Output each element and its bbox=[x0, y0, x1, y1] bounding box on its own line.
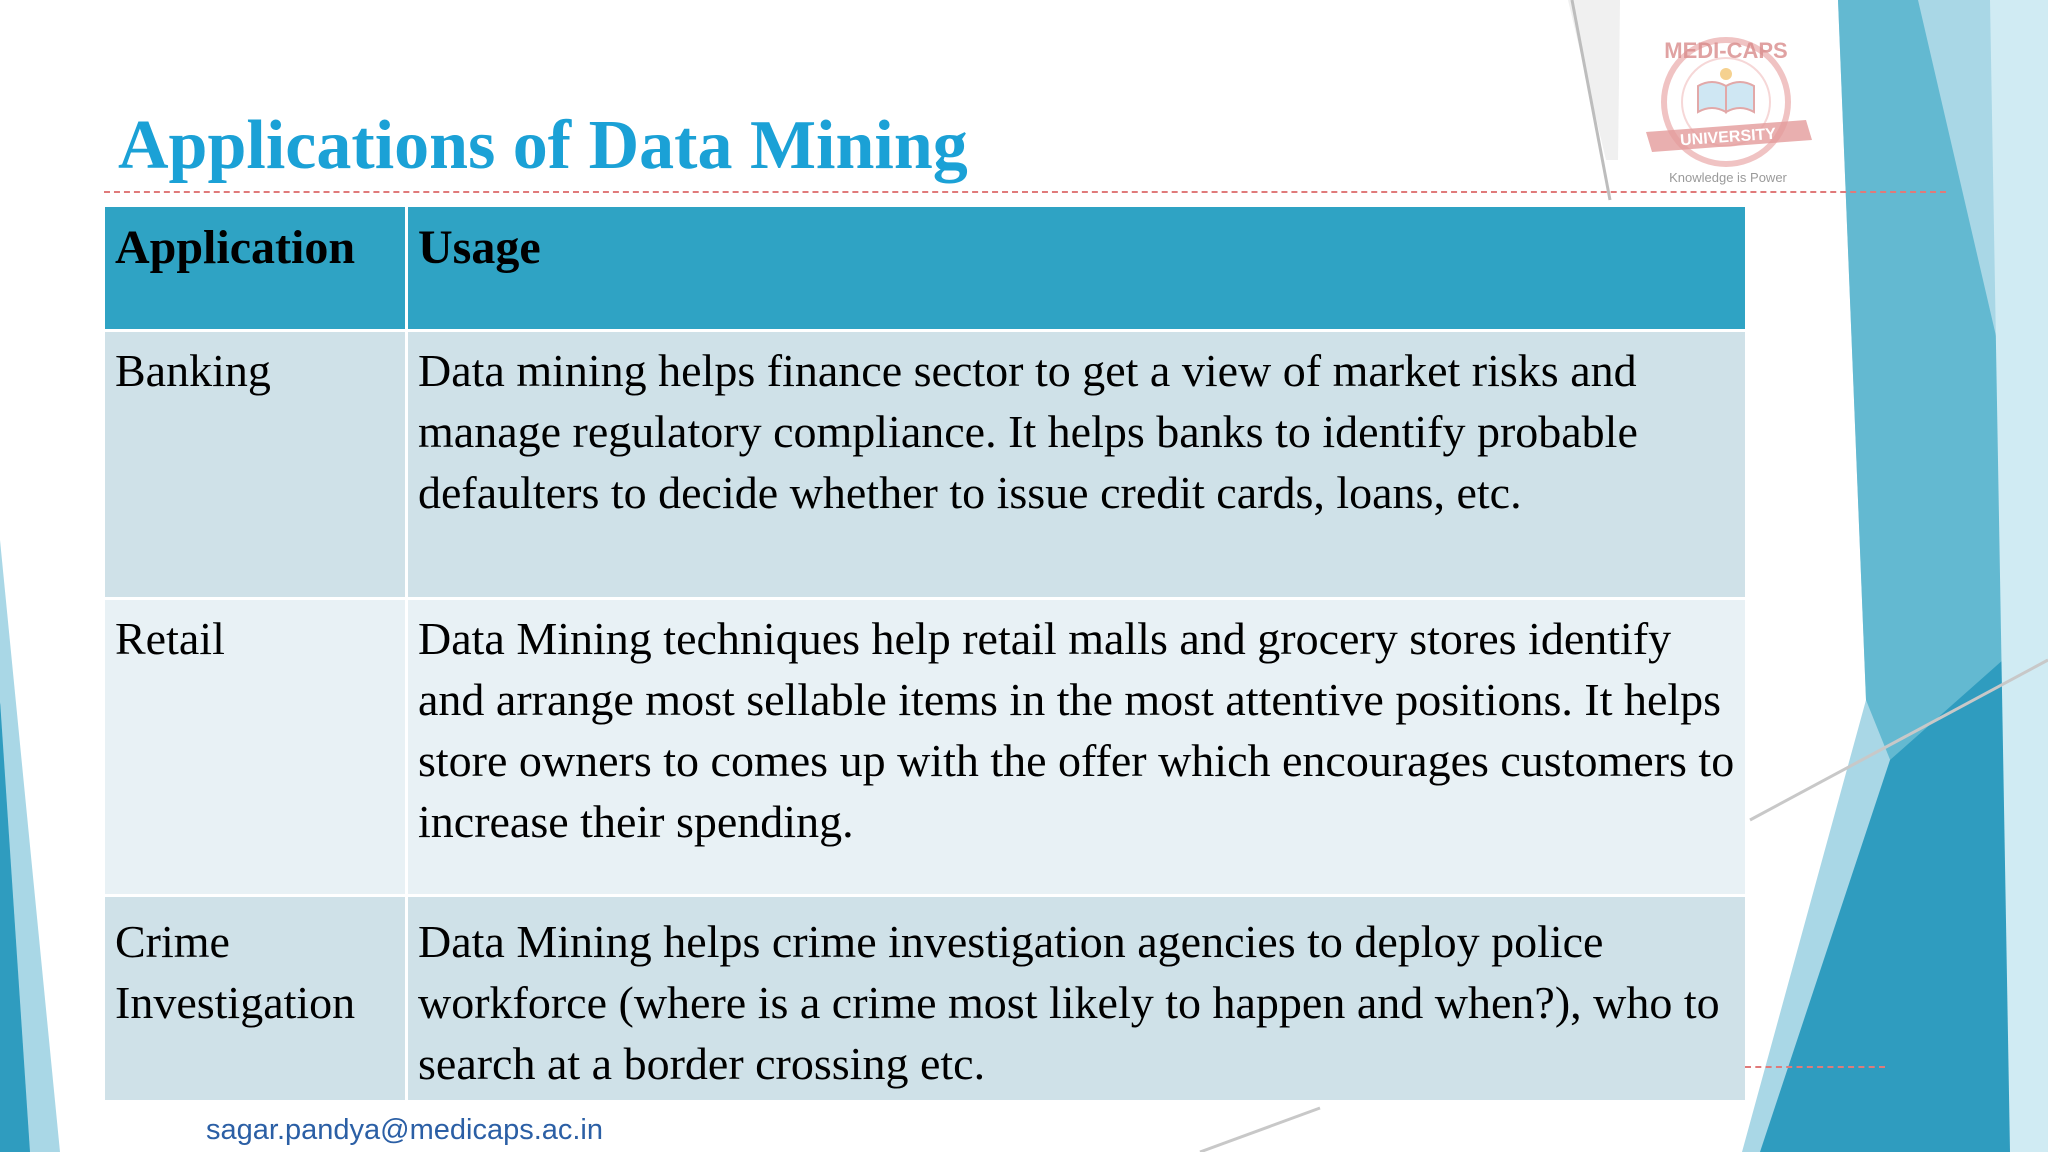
footer-email: sagar.pandya@medicaps.ac.in bbox=[206, 1114, 604, 1146]
logo-name-text: MEDI-CAPS bbox=[1664, 38, 1788, 63]
usage-cell: Data Mining techniques help retail malls and grocery stores identify and arrange most sellable items in the most attentive positions. It helps store owners to comes up with the offer which encourages customers to increase their spending. bbox=[408, 600, 1745, 894]
application-cell: Retail bbox=[105, 600, 405, 894]
header-usage: Usage bbox=[408, 207, 1745, 329]
table-row bbox=[105, 332, 1745, 597]
table-row bbox=[105, 600, 1745, 894]
table-row bbox=[105, 897, 1745, 1100]
gray-diagonal-line-3 bbox=[1200, 1108, 1320, 1152]
logo-tagline: Knowledge is Power bbox=[1669, 170, 1787, 185]
header-application: Application bbox=[105, 207, 405, 329]
application-cell: Banking bbox=[105, 332, 405, 597]
left-decoration bbox=[0, 540, 60, 1152]
logo-banner-text: UNIVERSITY bbox=[1679, 125, 1777, 150]
university-logo bbox=[1616, 24, 1836, 194]
title-divider bbox=[104, 191, 1946, 193]
usage-cell: Data mining helps finance sector to get a view of market risks and manage regulatory compliance. It helps banks to identify probable defaulters to decide whether to issue credit cards, loans, etc. bbox=[408, 332, 1745, 597]
table-header-row bbox=[105, 207, 1745, 329]
usage-cell: Data Mining helps crime investigation agencies to deploy police workforce (where is a crime most likely to happen and when?), who to search at a border crossing etc. bbox=[408, 897, 1745, 1100]
applications-table bbox=[102, 204, 1748, 1103]
application-cell: Crime Investigation bbox=[105, 897, 405, 1100]
book-icon bbox=[1698, 68, 1754, 112]
lower-divider bbox=[1745, 1066, 1885, 1068]
slide-title: Applications of Data Mining bbox=[118, 107, 968, 184]
